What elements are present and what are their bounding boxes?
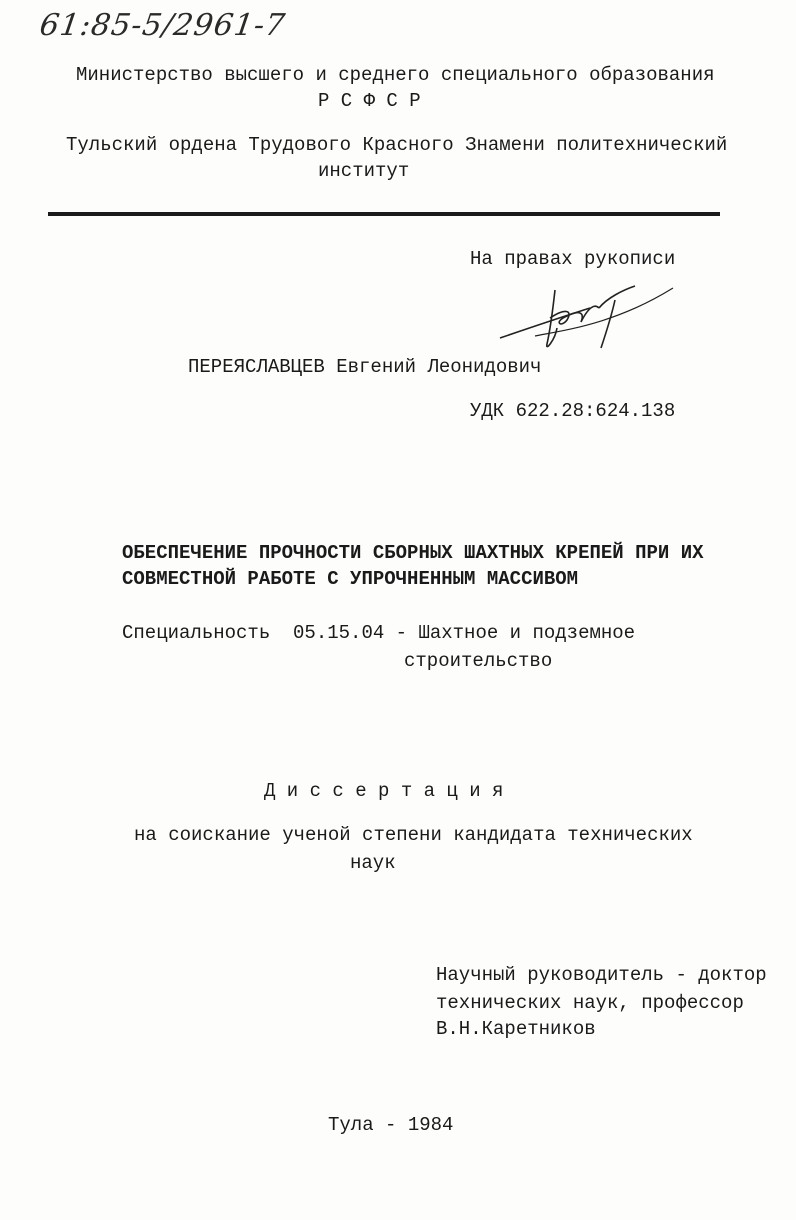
degree-line-2: наук bbox=[350, 852, 396, 874]
document-type: Д и с с е р т а ц и я bbox=[264, 780, 504, 802]
title-line-1: ОБЕСПЕЧЕНИЕ ПРОЧНОСТИ СБОРНЫХ ШАХТНЫХ КРЕПЕЙ ПРИ ИХ bbox=[122, 542, 704, 564]
signature-icon bbox=[495, 278, 675, 360]
author-name: ПЕРЕЯСЛАВЦЕВ Евгений Леонидович bbox=[188, 356, 542, 378]
supervisor-line-2: технических наук, профессор bbox=[436, 992, 744, 1014]
degree-line-1: на соискание ученой степени кандидата технических bbox=[134, 824, 693, 846]
institute-line-1: Тульский ордена Трудового Красного Знамени политехнический bbox=[66, 134, 728, 156]
title-line-2: СОВМЕСТНОЙ РАБОТЕ С УПРОЧНЕННЫМ МАССИВОМ bbox=[122, 568, 579, 590]
supervisor-name: В.Н.Каретников bbox=[436, 1018, 596, 1040]
manuscript-note: На правах рукописи bbox=[470, 248, 676, 270]
horizontal-rule bbox=[48, 212, 720, 216]
udc-code: УДК 622.28:624.138 bbox=[470, 400, 676, 422]
supervisor-line-1: Научный руководитель - доктор bbox=[436, 964, 767, 986]
city-year: Тула - 1984 bbox=[328, 1114, 454, 1136]
ministry-line-2: Р С Ф С Р bbox=[318, 90, 421, 112]
ministry-line-1: Министерство высшего и среднего специального образования bbox=[76, 64, 715, 86]
specialty-line-2: строительство bbox=[404, 650, 553, 672]
specialty-line-1: Специальность 05.15.04 - Шахтное и подземное bbox=[122, 622, 636, 644]
institute-line-2: институт bbox=[318, 160, 410, 182]
handwritten-archive-code: 61:85-5/2961-7 bbox=[37, 8, 288, 43]
